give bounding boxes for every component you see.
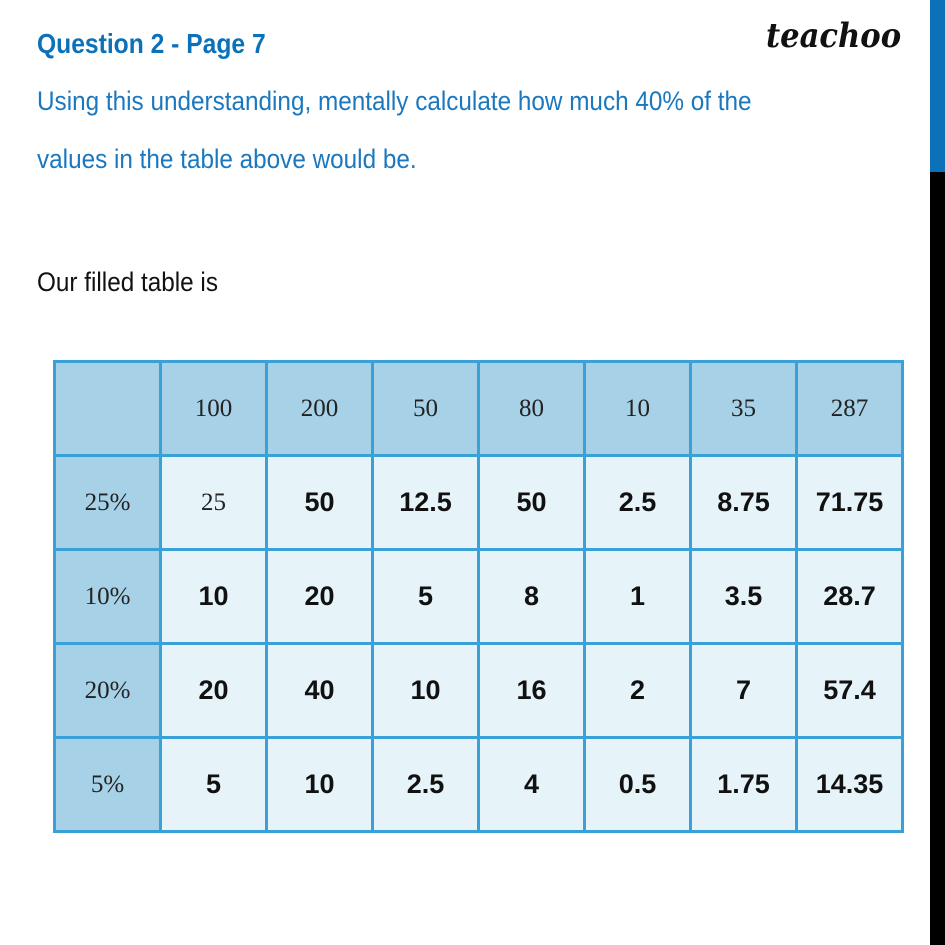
table-cell: 8 (479, 550, 585, 644)
table-cell: 50 (267, 456, 373, 550)
table-cell: 1.75 (691, 738, 797, 832)
table-cell: 25 (161, 456, 267, 550)
table-cell: 16 (479, 644, 585, 738)
table-cell: 2 (585, 644, 691, 738)
question-line-1: Using this understanding, mentally calculate how much 40% of the (37, 86, 752, 116)
table-cell: 12.5 (373, 456, 479, 550)
table-row (55, 738, 903, 832)
percentage-table (53, 360, 904, 833)
table-row (55, 456, 903, 550)
table-row (55, 550, 903, 644)
table-cell: 28.7 (797, 550, 903, 644)
table-cell: 0.5 (585, 738, 691, 832)
table-cell: 40 (267, 644, 373, 738)
row-header: 25% (55, 456, 161, 550)
table-cell: 50 (479, 456, 585, 550)
column-header: 80 (479, 362, 585, 456)
table-cell: 14.35 (797, 738, 903, 832)
table-cell: 20 (161, 644, 267, 738)
column-header: 10 (585, 362, 691, 456)
column-header: 200 (267, 362, 373, 456)
table-cell: 2.5 (373, 738, 479, 832)
table-cell: 71.75 (797, 456, 903, 550)
column-header: 50 (373, 362, 479, 456)
side-dark-bar (930, 172, 945, 945)
table-cell: 10 (161, 550, 267, 644)
corner-cell (55, 362, 161, 456)
table-cell: 10 (267, 738, 373, 832)
table-header-row (55, 362, 903, 456)
row-header: 20% (55, 644, 161, 738)
side-accent-bar (930, 0, 945, 172)
row-header: 10% (55, 550, 161, 644)
column-header: 287 (797, 362, 903, 456)
table-cell: 5 (373, 550, 479, 644)
table-cell: 20 (267, 550, 373, 644)
table-row (55, 644, 903, 738)
table-cell: 1 (585, 550, 691, 644)
table-cell: 5 (161, 738, 267, 832)
row-header: 5% (55, 738, 161, 832)
table-cell: 2.5 (585, 456, 691, 550)
column-header: 100 (161, 362, 267, 456)
table-cell: 8.75 (691, 456, 797, 550)
teachoo-logo: teachoo (766, 16, 902, 56)
table-cell: 3.5 (691, 550, 797, 644)
question-line-2: values in the table above would be. (37, 144, 417, 174)
page-title: Question 2 - Page 7 (37, 28, 266, 59)
table-cell: 57.4 (797, 644, 903, 738)
column-header: 35 (691, 362, 797, 456)
table-cell: 10 (373, 644, 479, 738)
subtitle: Our filled table is (37, 267, 218, 297)
table-cell: 4 (479, 738, 585, 832)
table-cell: 7 (691, 644, 797, 738)
